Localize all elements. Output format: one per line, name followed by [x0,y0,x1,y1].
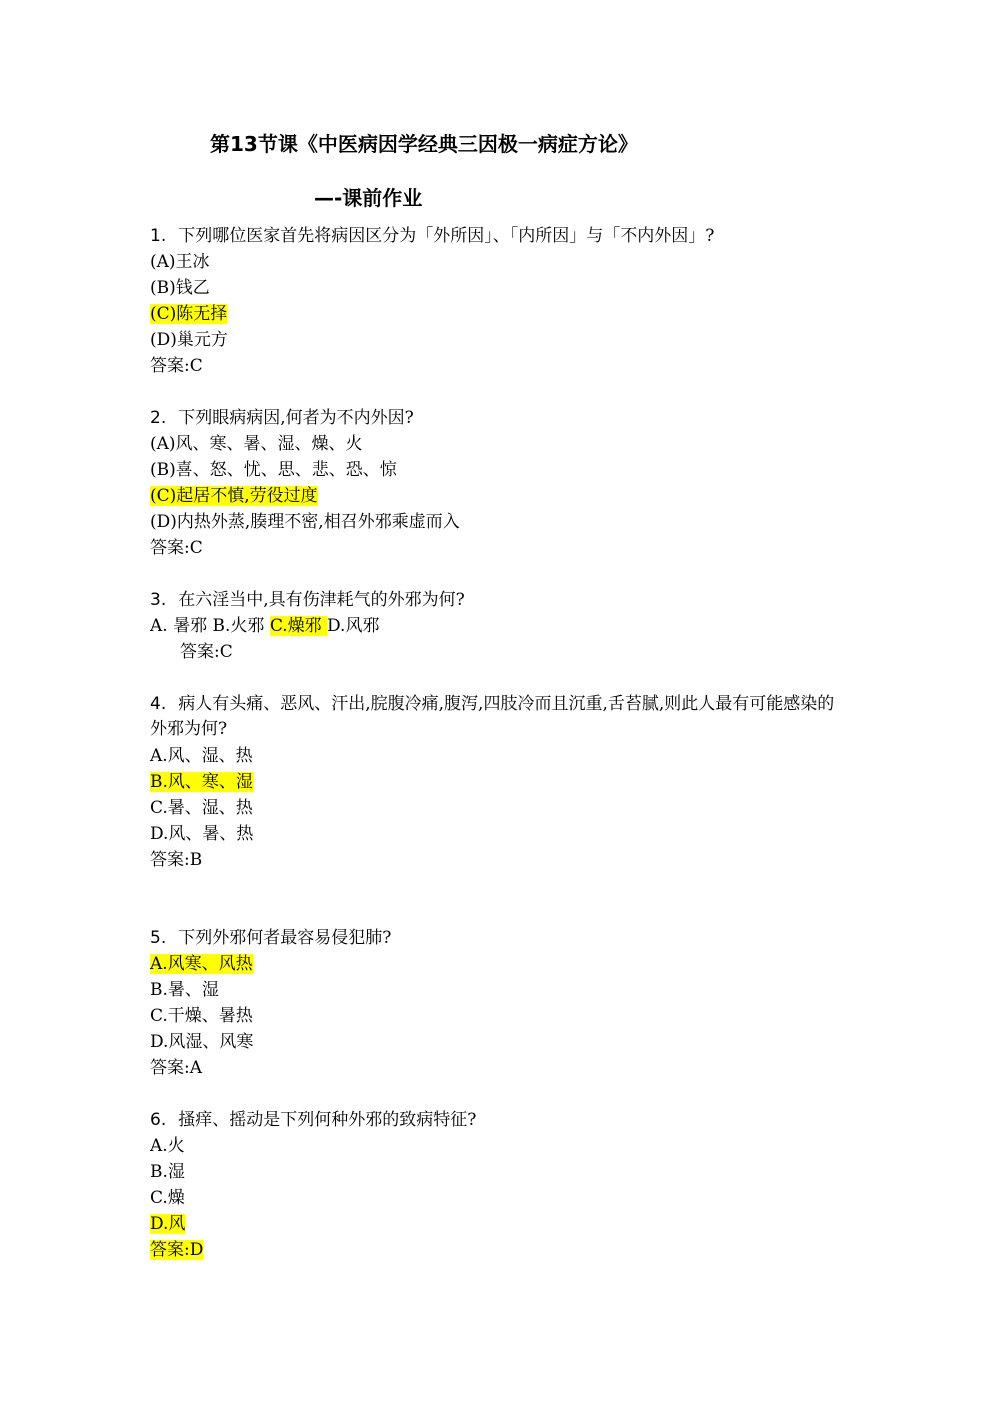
question-text: 在六淫当中,具有伤津耗气的外邪为何? [178,590,465,610]
question-text: 病人有头痛、恶风、汗出,脘腹冷痛,腹泻,四肢冷而且沉重,舌苔腻,则此人最有可能感染的外邪为何? [150,694,835,739]
question-3 [150,588,465,612]
highlighted-option: D.风 [150,1214,186,1234]
highlighted-option: (C)陈无择 [150,304,228,324]
highlighted-option: A.风寒、风热 [150,954,253,974]
question-number: 5. [150,928,167,948]
inline-options [150,614,379,638]
highlighted-option: C.燥邪 [269,616,322,636]
option: A.火 [150,1136,185,1156]
option: (A)风、寒、暑、湿、燥、火 [150,434,363,454]
question-number: 4. [150,694,167,714]
question-number: 3. [150,590,167,610]
option-correct [150,1212,185,1236]
option-correct [150,484,318,508]
option: A.风、湿、热 [150,746,253,766]
option: D.风邪 [327,616,380,636]
question-number: 1. [150,226,167,246]
option: B.暑、湿 [150,980,219,1000]
answer: 答案:C [150,356,203,376]
question-number: 6. [150,1110,167,1130]
option: C.干燥、暑热 [150,1006,253,1026]
option: B.火邪 [212,616,265,636]
option: A. 暑邪 [150,616,208,636]
page-title: 第13节课《中医病因学经典三因极一病症方论》 [210,132,638,156]
question-6 [150,1108,476,1132]
question-number: 2. [150,408,167,428]
answer: 答案:A [150,1058,203,1078]
option: D.风、暑、热 [150,824,254,844]
option: (B)钱乙 [150,278,210,298]
highlighted-answer: 答案:D [150,1240,204,1260]
question-text: 搔痒、摇动是下列何种外邪的致病特征? [178,1110,477,1130]
question-text: 下列外邪何者最容易侵犯肺? [178,928,392,948]
question-5 [150,926,391,950]
question-1 [150,224,714,248]
question-4 [150,692,850,742]
page-subtitle: —-课前作业 [314,186,423,210]
question-2 [150,406,414,430]
option: (D)内热外蒸,腠理不密,相召外邪乘虚而入 [150,512,460,532]
option: B.湿 [150,1162,185,1182]
answer: 答案:B [150,850,203,870]
question-text: 下列眼病病因,何者为不内外因? [178,408,414,428]
option: C.燥 [150,1188,185,1208]
highlighted-option: B.风、寒、湿 [150,772,253,792]
answer-highlighted [150,1238,203,1262]
option: (B)喜、怒、忧、思、悲、恐、惊 [150,460,397,480]
answer: 答案:C [150,538,203,558]
option: C.暑、湿、热 [150,798,253,818]
option-correct [150,302,227,326]
answer: 答案:C [180,642,233,662]
option-correct [150,770,253,794]
option: (A)王冰 [150,252,210,272]
option-correct [150,952,253,976]
option: D.风湿、风寒 [150,1032,254,1052]
option: (D)巢元方 [150,330,228,350]
highlighted-option: (C)起居不慎,劳役过度 [150,486,318,506]
question-text: 下列哪位医家首先将病因区分为「外所因」、「内所因」与「不内外因」? [178,226,715,246]
